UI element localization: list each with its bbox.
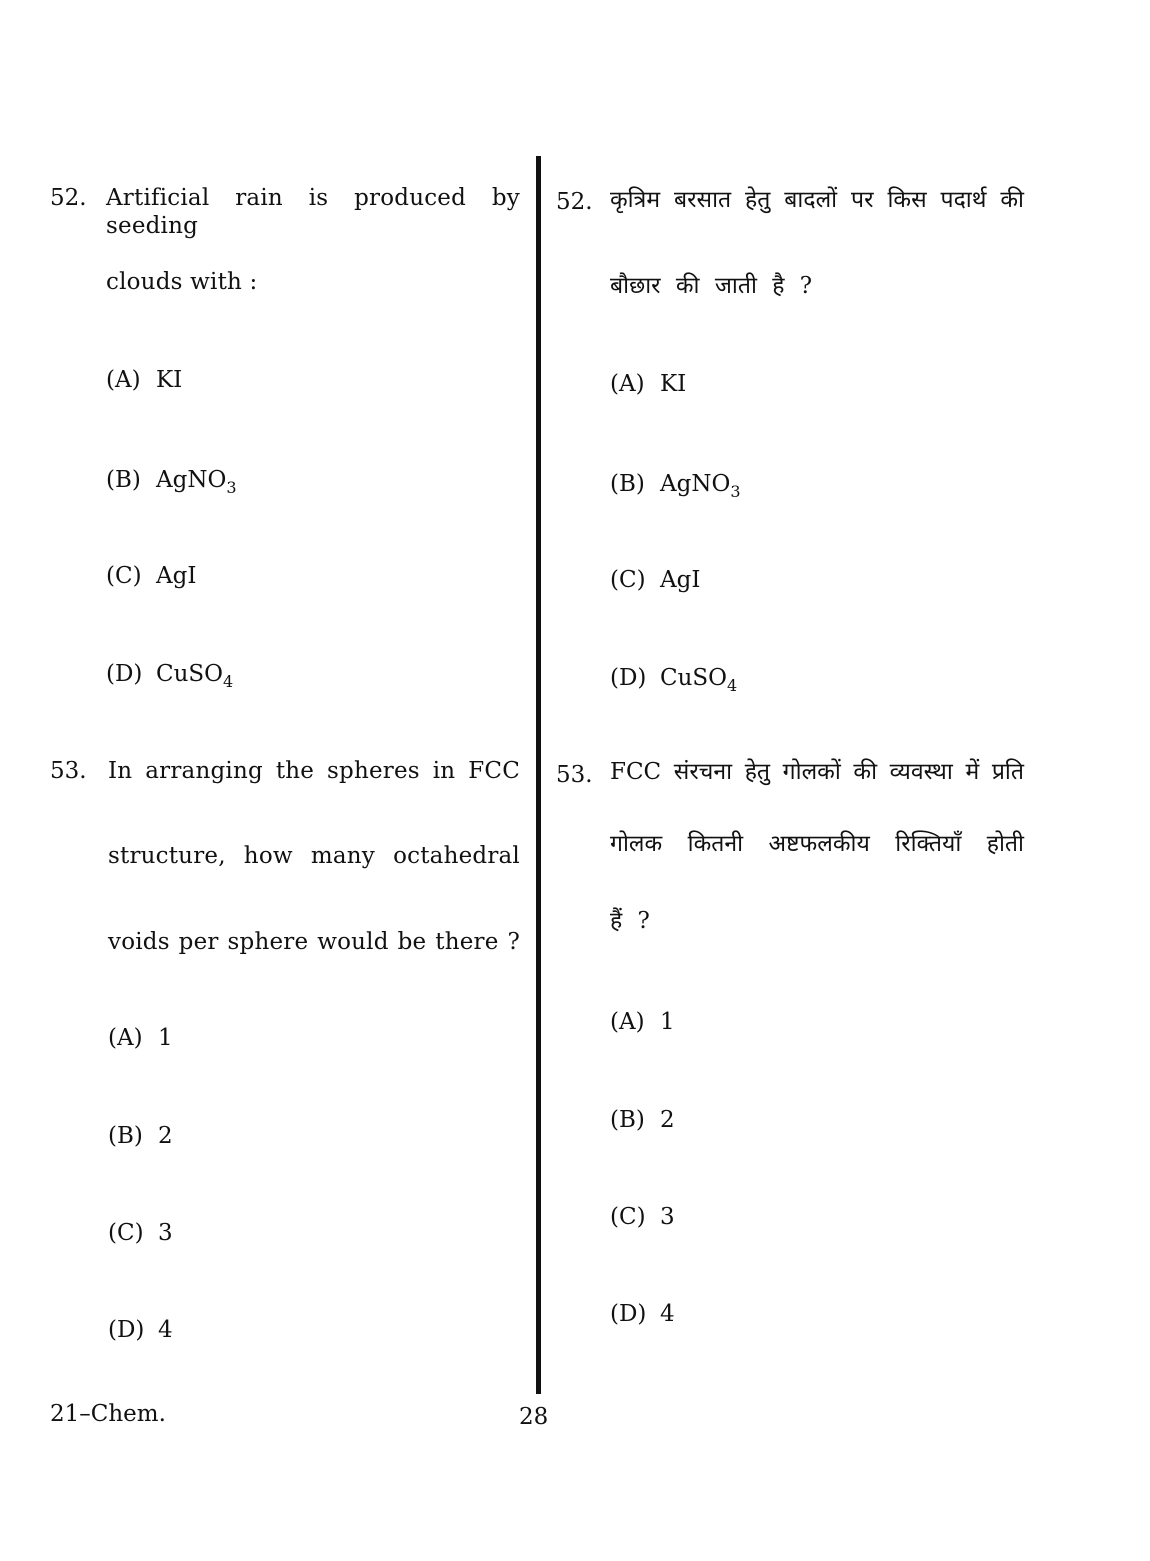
question-text-line: clouds with : xyxy=(106,269,258,295)
question-text-line: Artificial rain is produced by seeding xyxy=(106,185,520,239)
paper-code: 21–Chem. xyxy=(50,1401,166,1427)
option-b: (B) 2 xyxy=(610,1107,675,1133)
column-divider xyxy=(536,156,541,1394)
question-text-line: कृत्रिम बरसात हेतु बादलों पर किस पदार्थ की xyxy=(610,187,1024,213)
question-number: 52. xyxy=(556,189,593,215)
page-number: 28 xyxy=(519,1404,549,1430)
option-d: (D) CuSO$_4$ xyxy=(106,661,234,691)
option-b: (B) 2 xyxy=(108,1123,173,1149)
question-number: 53. xyxy=(50,758,87,784)
option-a: (A) KI xyxy=(610,371,687,397)
question-text-line: FCC संरचना हेतु गोलकों की व्यवस्था में प्रति xyxy=(610,759,1024,785)
question-text-line: structure, how many octahedral xyxy=(108,843,520,869)
option-d: (D) 4 xyxy=(108,1317,173,1343)
option-c: (C) AgI xyxy=(610,567,701,593)
question-text-line: बौछार की जाती है ? xyxy=(610,273,813,299)
option-a: (A) KI xyxy=(106,367,183,393)
option-c: (C) 3 xyxy=(108,1220,173,1246)
question-text-line: voids per sphere would be there ? xyxy=(108,929,520,955)
option-a: (A) 1 xyxy=(108,1025,173,1051)
option-d: (D) CuSO$_4$ xyxy=(610,665,738,695)
question-number: 52. xyxy=(50,185,87,211)
option-b: (B) AgNO$_3$ xyxy=(610,471,741,501)
option-a: (A) 1 xyxy=(610,1009,675,1035)
question-number: 53. xyxy=(556,762,593,788)
option-c: (C) AgI xyxy=(106,563,197,589)
question-text-line: गोलक कितनी अष्टफलकीय रिक्तियाँ होती xyxy=(610,831,1024,857)
question-text-line: हैं ? xyxy=(610,908,650,934)
question-text-line: In arranging the spheres in FCC xyxy=(108,758,520,784)
option-b: (B) AgNO$_3$ xyxy=(106,467,237,497)
option-d: (D) 4 xyxy=(610,1301,675,1327)
option-c: (C) 3 xyxy=(610,1204,675,1230)
